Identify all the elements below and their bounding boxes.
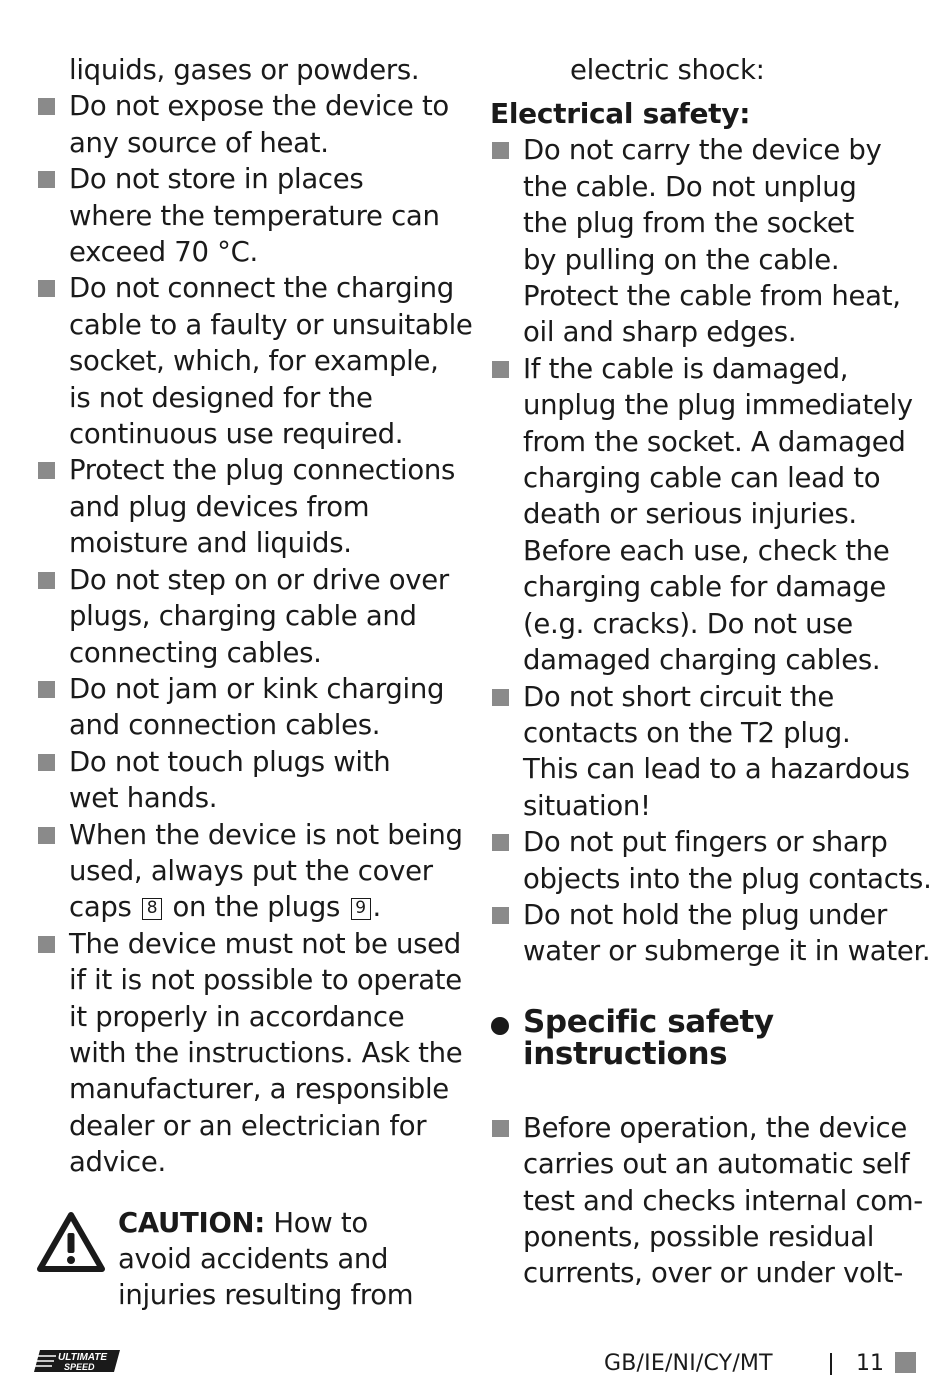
list-item: Do not connect the charging cable to a faulty or unsuitable socket, which, for example, is not designed for the continuous use required. <box>36 270 476 452</box>
square-marker-icon <box>895 1352 916 1373</box>
part-reference-number: 8 <box>142 898 162 920</box>
part-reference-number: 9 <box>351 898 371 920</box>
list-item: Do not carry the device by the cable. Do not unplug the plug from the socket by pulling on the cable. Protect the cable from heat, oil and sharp edges. <box>490 132 930 350</box>
square-bullet-icon <box>38 572 55 589</box>
page-number: 11 <box>856 1351 884 1376</box>
cover-caps-line: caps 8 on the plugs 9 . <box>69 891 381 924</box>
square-bullet-icon <box>492 907 509 924</box>
list-item: Do not jam or kink charging and connection cables. <box>36 671 476 744</box>
region-codes: GB/IE/NI/CY/MT <box>604 1351 773 1376</box>
left-column <box>36 52 476 1314</box>
round-bullet-icon <box>491 1017 509 1035</box>
footer-divider <box>830 1353 832 1375</box>
list-item: When the device is not being used, always put the cover caps 8 on the plugs 9 . <box>36 817 476 926</box>
logo-line-2: SPEED <box>64 1362 95 1372</box>
list-item: Before operation, the device carries out an automatic self test and checks internal com- ponents, possible residual currents, over or under volt- <box>490 1110 930 1292</box>
square-bullet-icon <box>38 681 55 698</box>
list-item: The device must not be used if it is not possible to operate it properly in accordance with the instructions. Ask the manufacturer, a responsible dealer or an electrician for advice. <box>36 926 476 1181</box>
square-bullet-icon <box>38 171 55 188</box>
list-item: Do not short circuit the contacts on the T2 plug. This can lead to a hazardous situation! <box>490 679 930 825</box>
square-bullet-icon <box>38 936 55 953</box>
continuation-text: liquids, gases or powders. <box>69 54 420 86</box>
square-bullet-icon <box>492 689 509 706</box>
list-item: Protect the plug connections and plug devices from moisture and liquids. <box>36 452 476 561</box>
caution-label: CAUTION: <box>118 1206 265 1239</box>
list-item: Do not put fingers or sharp objects into the plug contacts. <box>490 824 930 897</box>
right-column <box>490 52 930 1292</box>
caution-notice: CAUTION: How to avoid accidents and injuries resulting from <box>36 1205 476 1314</box>
list-item: Do not expose the device to any source of heat. <box>36 88 476 161</box>
square-bullet-icon <box>492 834 509 851</box>
list-item: If the cable is damaged, unplug the plug immediately from the socket. A damaged charging cable can lead to death or serious injuries. Before each use, check the charging cable for damage (e.g. cracks). Do not use damaged charging cables. <box>490 351 930 679</box>
list-item: Do not hold the plug under water or submerge it in water. <box>490 897 930 970</box>
list-item: Do not touch plugs with wet hands. <box>36 744 476 817</box>
square-bullet-icon <box>38 827 55 844</box>
square-bullet-icon <box>492 361 509 378</box>
ultimate-speed-logo <box>34 1348 120 1374</box>
square-bullet-icon <box>38 754 55 771</box>
square-bullet-icon <box>38 98 55 115</box>
square-bullet-icon <box>492 1120 509 1137</box>
square-bullet-icon <box>492 142 509 159</box>
logo-line-1: ULTIMATE <box>58 1352 108 1363</box>
list-item: Do not step on or drive over plugs, charging cable and connecting cables. <box>36 562 476 671</box>
square-bullet-icon <box>38 462 55 479</box>
warning-triangle-icon <box>36 1211 106 1273</box>
square-bullet-icon <box>38 280 55 297</box>
list-item: Do not store in places where the temperature can exceed 70 °C. <box>36 161 476 270</box>
section-heading: Electrical safety: <box>490 97 751 131</box>
specific-safety-heading: Specific safety instructions <box>490 1006 930 1070</box>
continuation-text: electric shock: <box>570 54 765 86</box>
